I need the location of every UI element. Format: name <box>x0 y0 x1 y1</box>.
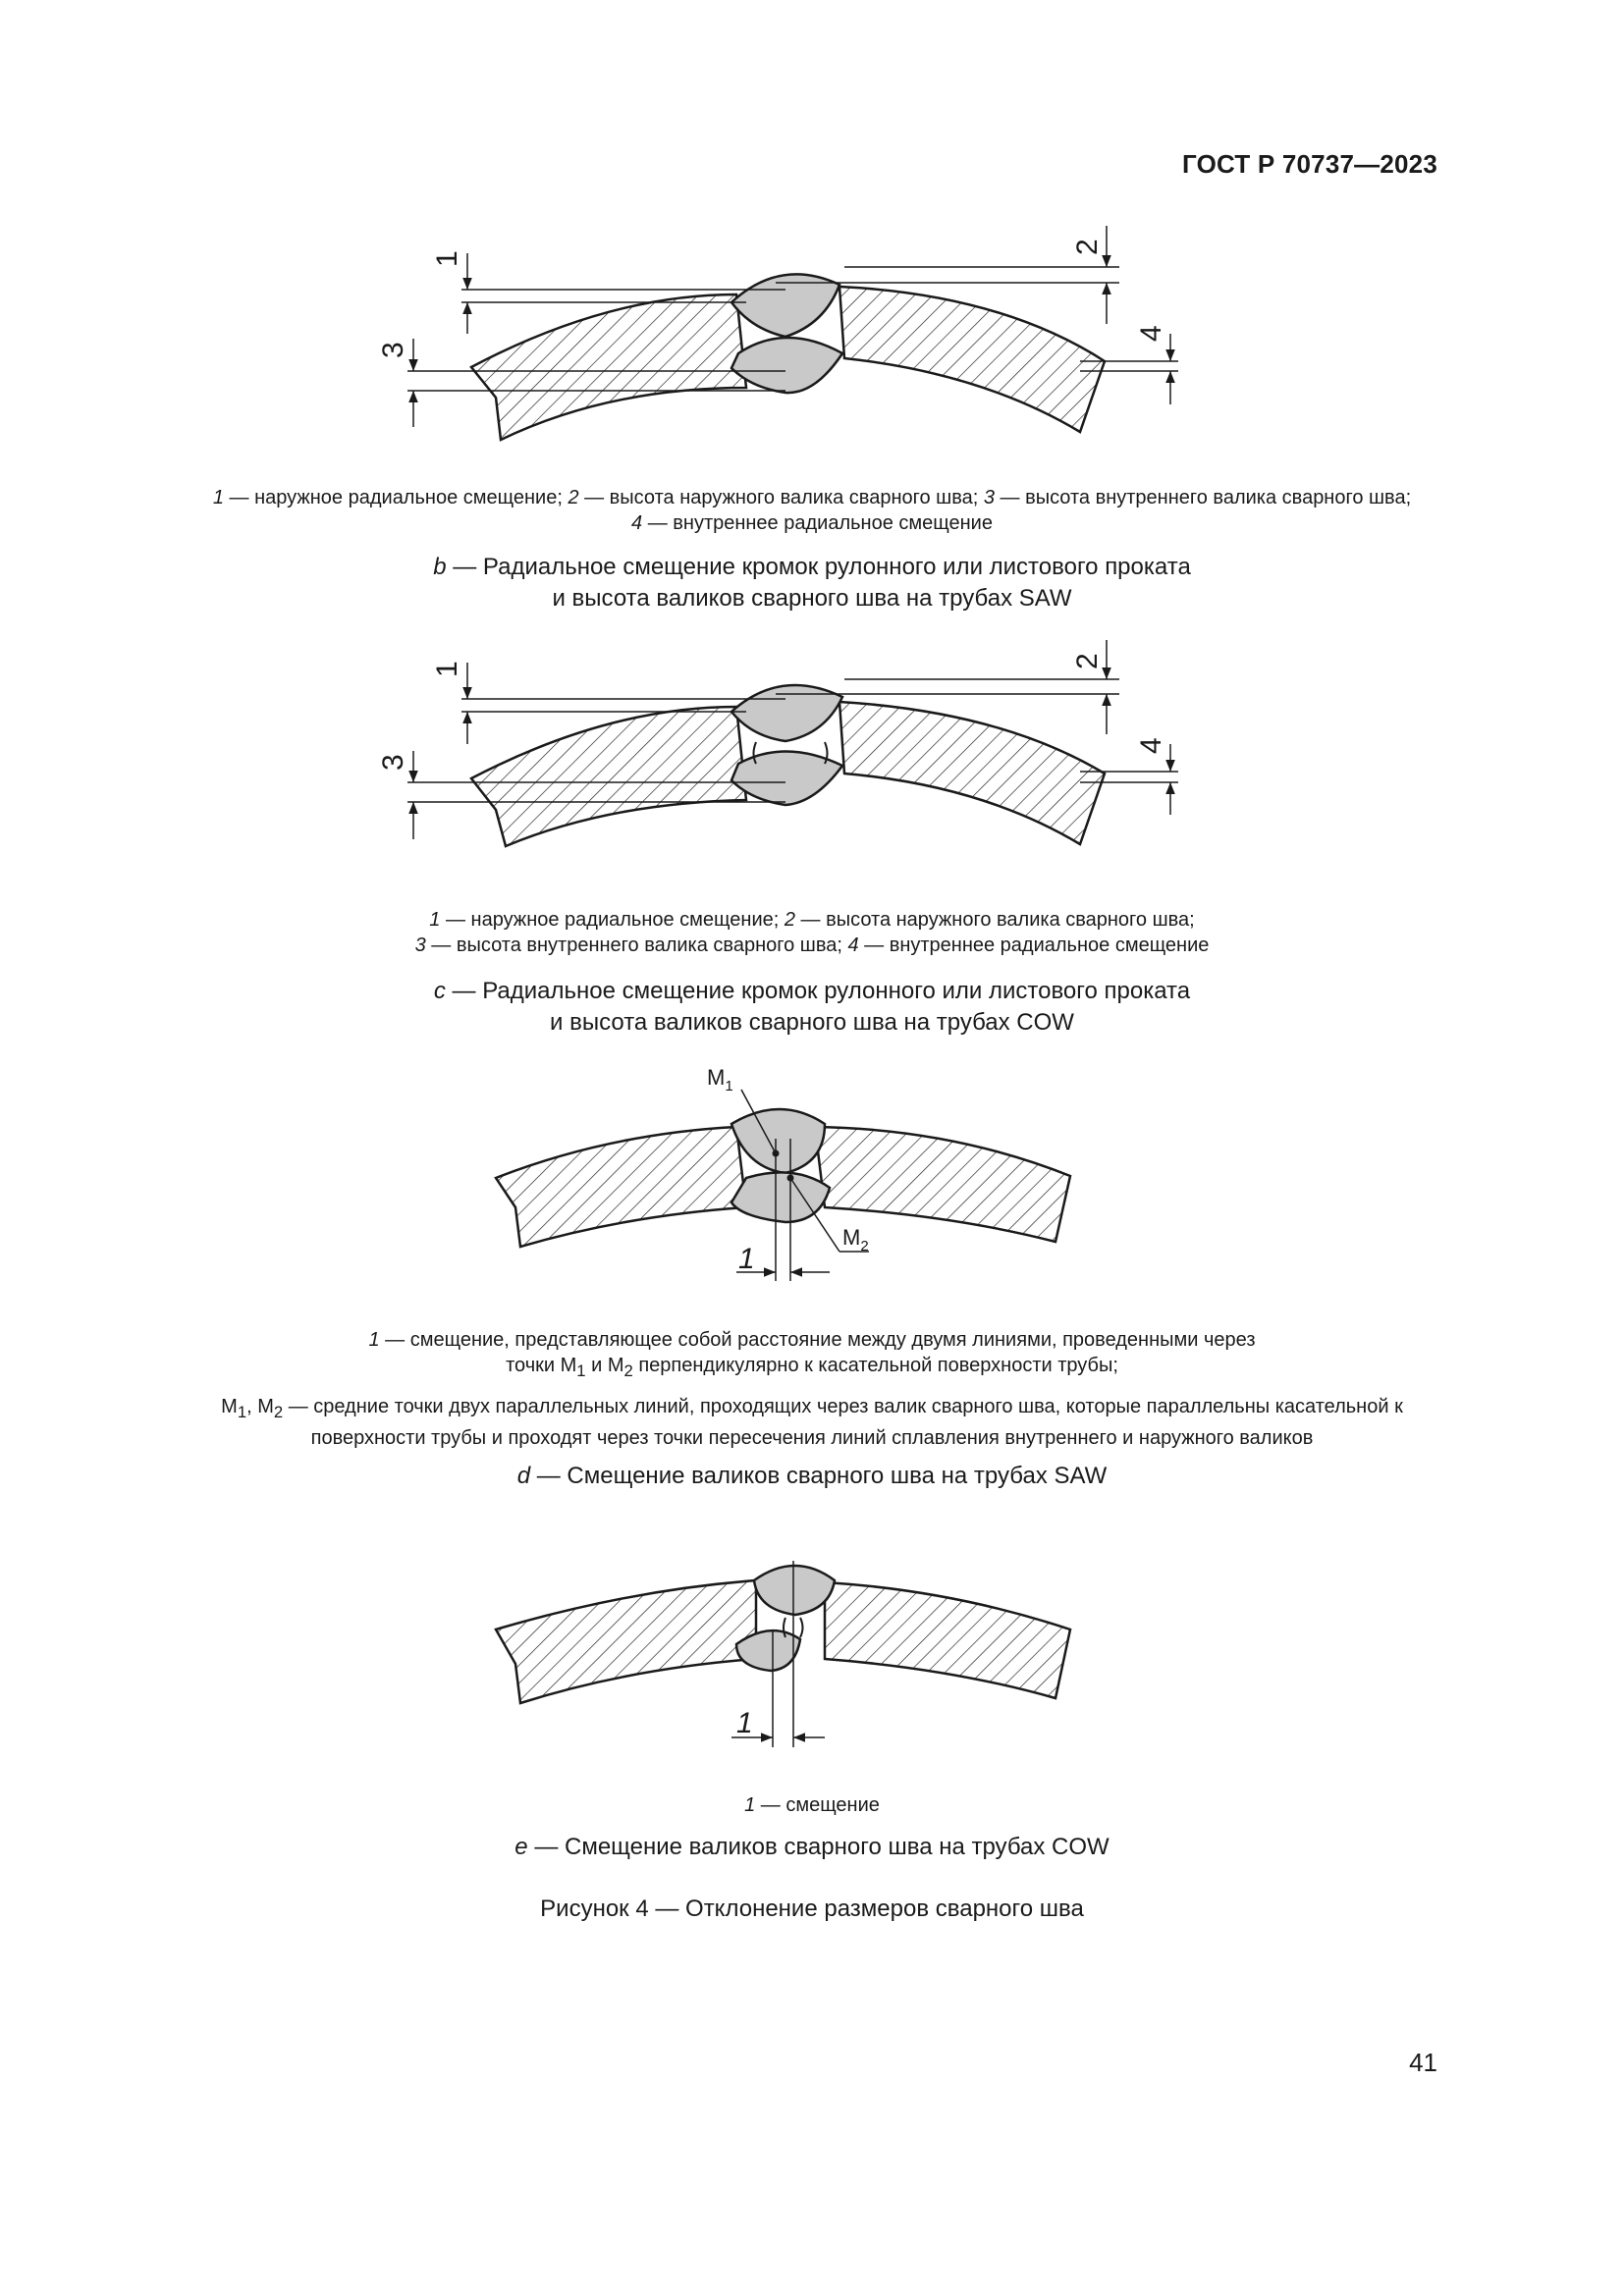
outer-weld-bead-d <box>731 1109 825 1173</box>
label-1-e: 1 <box>736 1707 753 1739</box>
pipe-wall-right-b <box>839 287 1105 432</box>
label-2-b: 2 <box>1071 239 1104 255</box>
outer-weld-bead-e <box>754 1566 835 1615</box>
figure-c-drawing <box>0 638 1624 864</box>
pipe-wall-left-d <box>496 1127 746 1247</box>
legend-d: 1 — смещение, представляющее собой расстояние между двумя линиями, проведенными через точки $M_1$ и $M_2$ перпендикулярно к касательной поверхности трубы; <box>368 1329 1256 1380</box>
standard-header: ГОСТ Р 70737—2023 <box>1182 149 1437 179</box>
label-4-c: 4 <box>1135 737 1167 754</box>
figure-e-drawing <box>0 1551 1624 1757</box>
label-3-b: 3 <box>377 342 409 358</box>
pipe-wall-right-c <box>839 702 1105 844</box>
caption-d: d — Смещение валиков сварного шва на трубах SAW <box>516 1463 1108 1489</box>
figure-d-drawing <box>0 1055 1624 1286</box>
label-m1: $M_1$ <box>707 1065 733 1095</box>
label-1-d: 1 <box>738 1243 755 1275</box>
pipe-wall-right-e <box>825 1582 1070 1698</box>
caption-b: b — Радиальное смещение кромок рулонного или листового проката и высота валиков сварного шва на трубах SAW <box>433 554 1191 612</box>
label-1-c: 1 <box>431 661 463 677</box>
inner-weld-bead-b <box>731 338 842 393</box>
figure-title: Рисунок 4 — Отклонение размеров сварного шва <box>540 1896 1084 1922</box>
page-number: 41 <box>1409 2048 1437 2077</box>
outer-weld-bead-b <box>731 274 839 337</box>
pipe-wall-left-e <box>496 1580 756 1703</box>
label-3-c: 3 <box>377 754 409 771</box>
label-m2: $M_2$ <box>842 1225 869 1255</box>
legend-b: 1 — наружное радиальное смещение; 2 — высота наружного валика сварного шва; 3 — высота внутреннего валика сварного шва; 4 — внутреннее радиальное смещение <box>212 487 1412 534</box>
label-2-c: 2 <box>1071 653 1104 669</box>
legend-d-points: $M_1$, $M_2$ — средние точки двух параллельных линий, проходящих через валик сварного шва, которые параллельны касательной к поверхности трубы и проходят через точки пересечения линий сплавления внутреннего и наружного валиков <box>221 1396 1403 1449</box>
figure-b-drawing <box>0 221 1624 456</box>
caption-e: e — Смещение валиков сварного шва на трубах COW <box>514 1834 1110 1860</box>
label-4-b: 4 <box>1135 325 1167 342</box>
caption-c: c — Радиальное смещение кромок рулонного или листового проката и высота валиков сварного шва на трубах COW <box>433 978 1191 1036</box>
legend-e: 1 — смещение <box>744 1794 880 1816</box>
pipe-wall-left-b <box>471 294 746 440</box>
pipe-wall-left-c <box>471 707 746 846</box>
legend-c: 1 — наружное радиальное смещение; 2 — высота наружного валика сварного шва; 3 — высота внутреннего валика сварного шва; 4 — внутреннее радиальное смещение <box>414 909 1210 956</box>
label-1-b: 1 <box>431 250 463 267</box>
